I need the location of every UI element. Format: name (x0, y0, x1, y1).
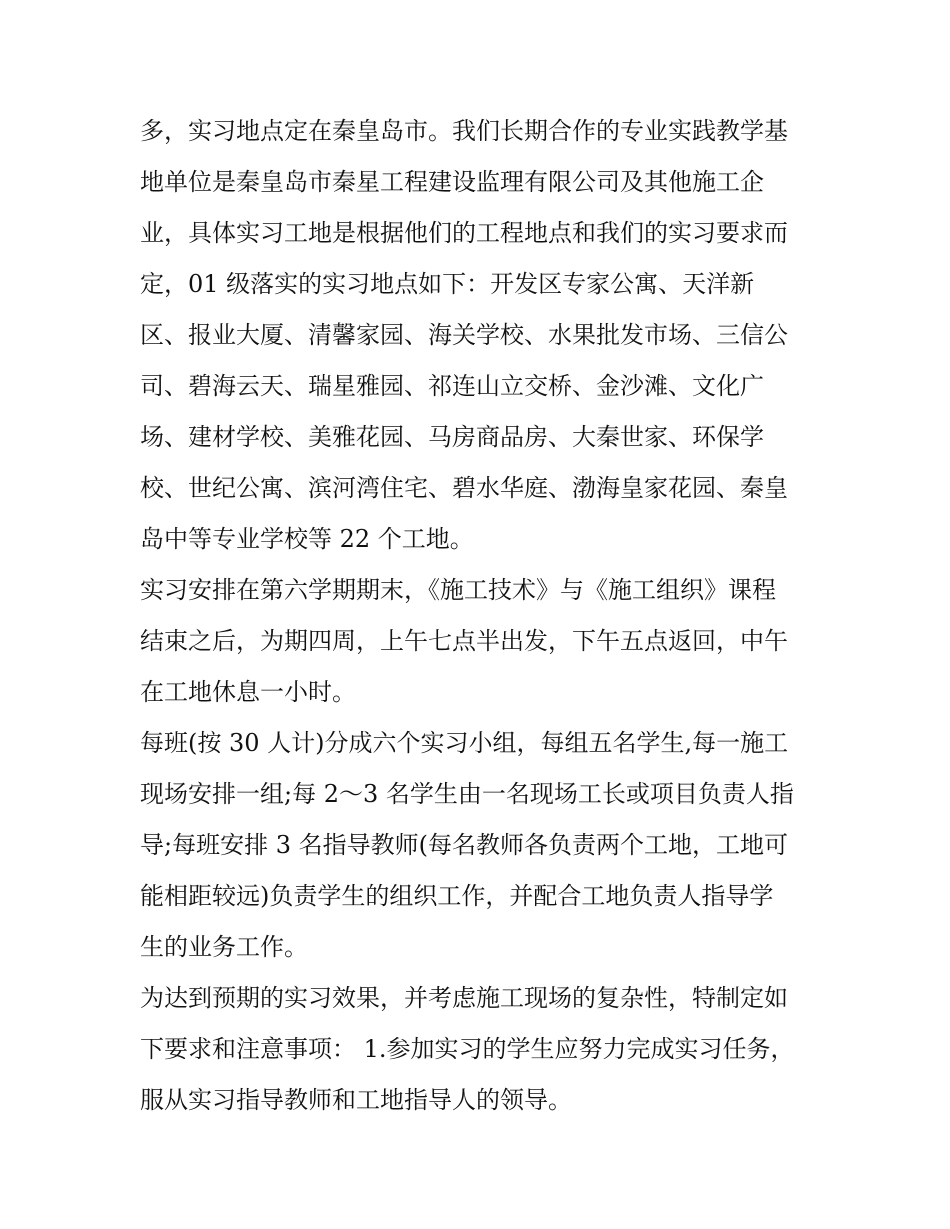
text-line: 服从实习指导教师和工地指导人的领导。 (140, 1086, 572, 1114)
text-line: 场、建材学校、美雅花园、马房商品房、大秦世家、环保学 (140, 423, 764, 451)
text-line: 生的业务工作。 (140, 933, 308, 961)
text-line: 现场安排一组;每 2～3 名学生由一名现场工长或项目负责人指 (140, 780, 794, 808)
text-line: 岛中等专业学校等 22 个工地。 (140, 525, 474, 553)
text-line: 定，01 级落实的实习地点如下：开发区专家公寓、天洋新 (140, 270, 755, 298)
text-line: 结束之后，为期四周，上午七点半出发，下午五点返回，中午 (140, 627, 788, 655)
text-line: 实习安排在第六学期期末，《施工技术》与《施工组织》课程 (140, 576, 776, 604)
text-line: 区、报业大厦、清馨家园、海关学校、水果批发市场、三信公 (140, 321, 788, 349)
text-line: 导;每班安排 3 名指导教师(每名教师各负责两个工地，工地可 (140, 831, 788, 859)
text-line: 在工地休息一小时。 (140, 678, 356, 706)
text-line: 司、碧海云天、瑞星雅园、祁连山立交桥、金沙滩、文化广 (140, 372, 764, 400)
text-line: 地单位是秦皇岛市秦星工程建设监理有限公司及其他施工企 (140, 168, 764, 196)
text-line: 下要求和注意事项： 1.参加实习的学生应努力完成实习任务， (140, 1035, 795, 1063)
text-line: 校、世纪公寓、滨河湾住宅、碧水华庭、渤海皇家花园、秦皇 (140, 474, 788, 502)
text-line: 能相距较远)负责学生的组织工作，并配合工地负责人指导学 (140, 882, 774, 910)
text-line: 业，具体实习工地是根据他们的工程地点和我们的实习要求而 (140, 219, 788, 247)
text-line: 多，实习地点定在秦皇岛市。我们长期合作的专业实践教学基 (140, 117, 788, 145)
document-body (140, 106, 820, 1126)
text-line: 为达到预期的实习效果，并考虑施工现场的复杂性，特制定如 (140, 984, 788, 1012)
text-line: 每班(按 30 人计)分成六个实习小组，每组五名学生,每一施工 (140, 729, 789, 757)
